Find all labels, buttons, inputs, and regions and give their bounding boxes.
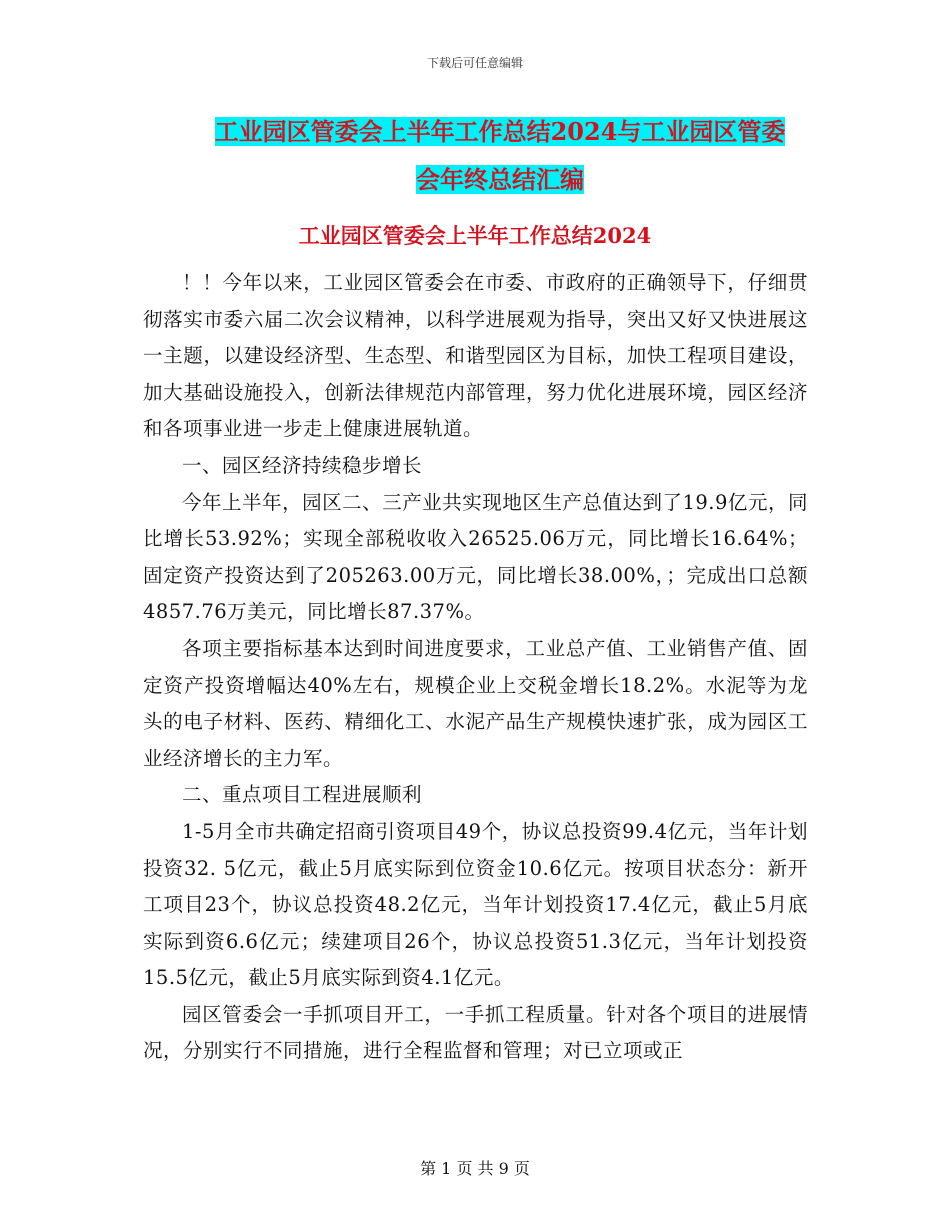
header-note: 下载后可任意编辑 <box>426 56 523 70</box>
paragraph-investment-projects: 1-5月全市共确定招商引资项目49个，协议总投资99.4亿元，当年计划投资32. 5亿元，截止5月底实际到位资金10.6亿元。按项目状态分：新开工项目23个，协议总投资48.2亿元，当年计划投资17.4亿元，截止5月底实际到资6.6亿元；续建项目26个，协议总投资51.3亿元，当年计划投资15.5亿元，截止5月底实际到资4.1亿元。 <box>143 819 808 990</box>
body-text <box>143 265 808 1070</box>
document-title-line-2: 会年终总结汇编 <box>416 165 584 194</box>
document-title-line-1: 工业园区管委会上半年工作总结2024与工业园区管委 <box>214 117 786 146</box>
document-title <box>150 108 850 204</box>
heading-economy-growth: 一、园区经济持续稳步增长 <box>182 453 423 477</box>
paragraph-economy-figures: 今年上半年，园区二、三产业共实现地区生产总值达到了19.9亿元，同比增长53.92%；实现全部税收收入26525.06万元，同比增长16.64%；固定资产投资达到了205263.00万元，同比增长38.00%，；完成出口总额4857.76万美元，同比增长87.37%。 <box>143 490 808 624</box>
paragraph-project-management: 园区管委会一手抓项目开工，一手抓工程质量。针对各个项目的进展情况，分别实行不同措施，进行全程监督和管理；对已立项或正 <box>143 1002 808 1063</box>
paragraph-main-indicators: 各项主要指标基本达到时间进度要求，工业总产值、工业销售产值、固定资产投资增幅达40%左右，规模企业上交税金增长18.2%。水泥等为龙头的电子材料、医药、精细化工、水泥产品生产规模快速扩张，成为园区工业经济增长的主力军。 <box>143 636 808 770</box>
heading-key-projects: 二、重点项目工程进展顺利 <box>182 783 423 807</box>
paragraph-intro: ！！今年以来，工业园区管委会在市委、市政府的正确领导下，仔细贯彻落实市委六届二次会议精神，以科学进展观为指导，突出又好又快进展这一主题，以建设经济型、生态型、和谐型园区为目标，加快工程项目建设，加大基础设施投入，创新法律规范内部管理，努力优化进展环境，园区经济和各项事业进一步走上健康进展轨道。 <box>143 271 808 441</box>
section-title: 工业园区管委会上半年工作总结2024 <box>298 223 652 248</box>
page-footer: 第 1 页 共 9 页 <box>420 1159 530 1178</box>
